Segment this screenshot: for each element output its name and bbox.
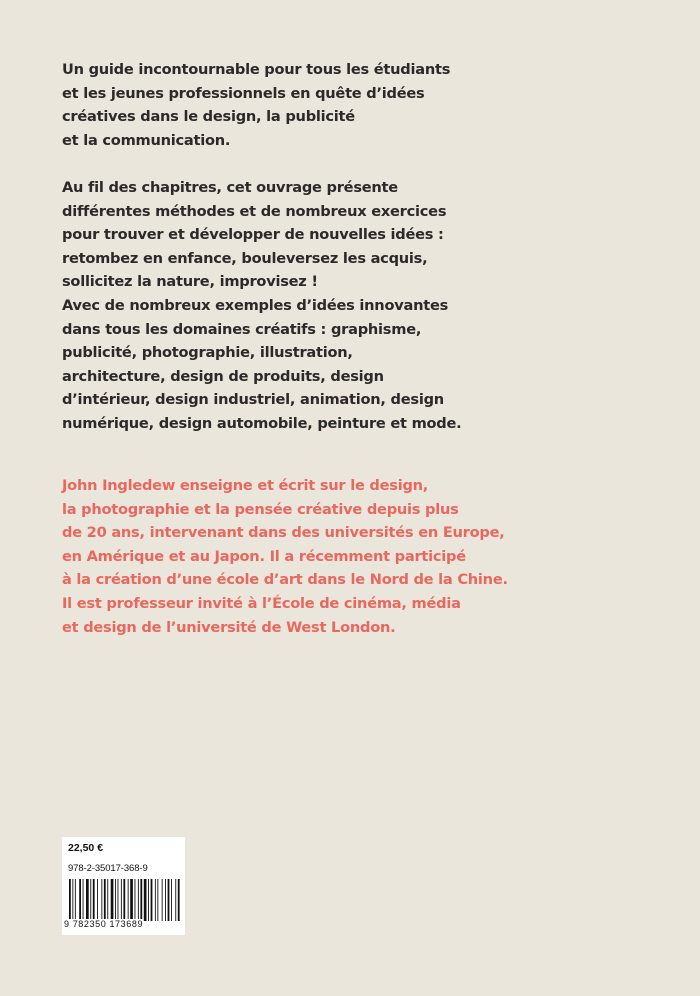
barcode-digits: 9 782350 173689 (64, 919, 144, 929)
description-paragraph-3: Avec de nombreux exemples d’idées innovantes dans tous les domaines créatifs : graphisme, publicité, photographie, illustration, architecture, design de produits, design d’intérieur, design industriel, animation, design numérique, design automobile, peinture et mode. (62, 297, 462, 432)
description-paragraph-1: Un guide incontournable pour tous les étudiants et les jeunes professionnels en quête d’idées créatives dans le design, la publicité et la communication. (62, 61, 451, 149)
price-label: 22,50 € (68, 842, 104, 854)
description-paragraph-2: Au fil des chapitres, cet ouvrage présente différentes méthodes et de nombreux exercices pour trouver et développer de nouvelles idées : retombez en enfance, bouleversez les acquis, sollicitez la nature, improvisez ! (62, 179, 447, 291)
author-bio: John Ingledew enseigne et écrit sur le design, la photographie et la pensée créative depuis plus de 20 ans, intervenant dans des universités en Europe, en Amérique et au Japon. Il a récemment participé à la création d’une école d’art dans le Nord de la Chine. Il est professeur invité à l’École de cinéma, média et design de l’université de West London. (62, 477, 508, 636)
barcode-icon (69, 879, 181, 921)
barcode-label (62, 837, 185, 935)
isbn-text: 978-2-35017-368-9 (68, 863, 148, 874)
